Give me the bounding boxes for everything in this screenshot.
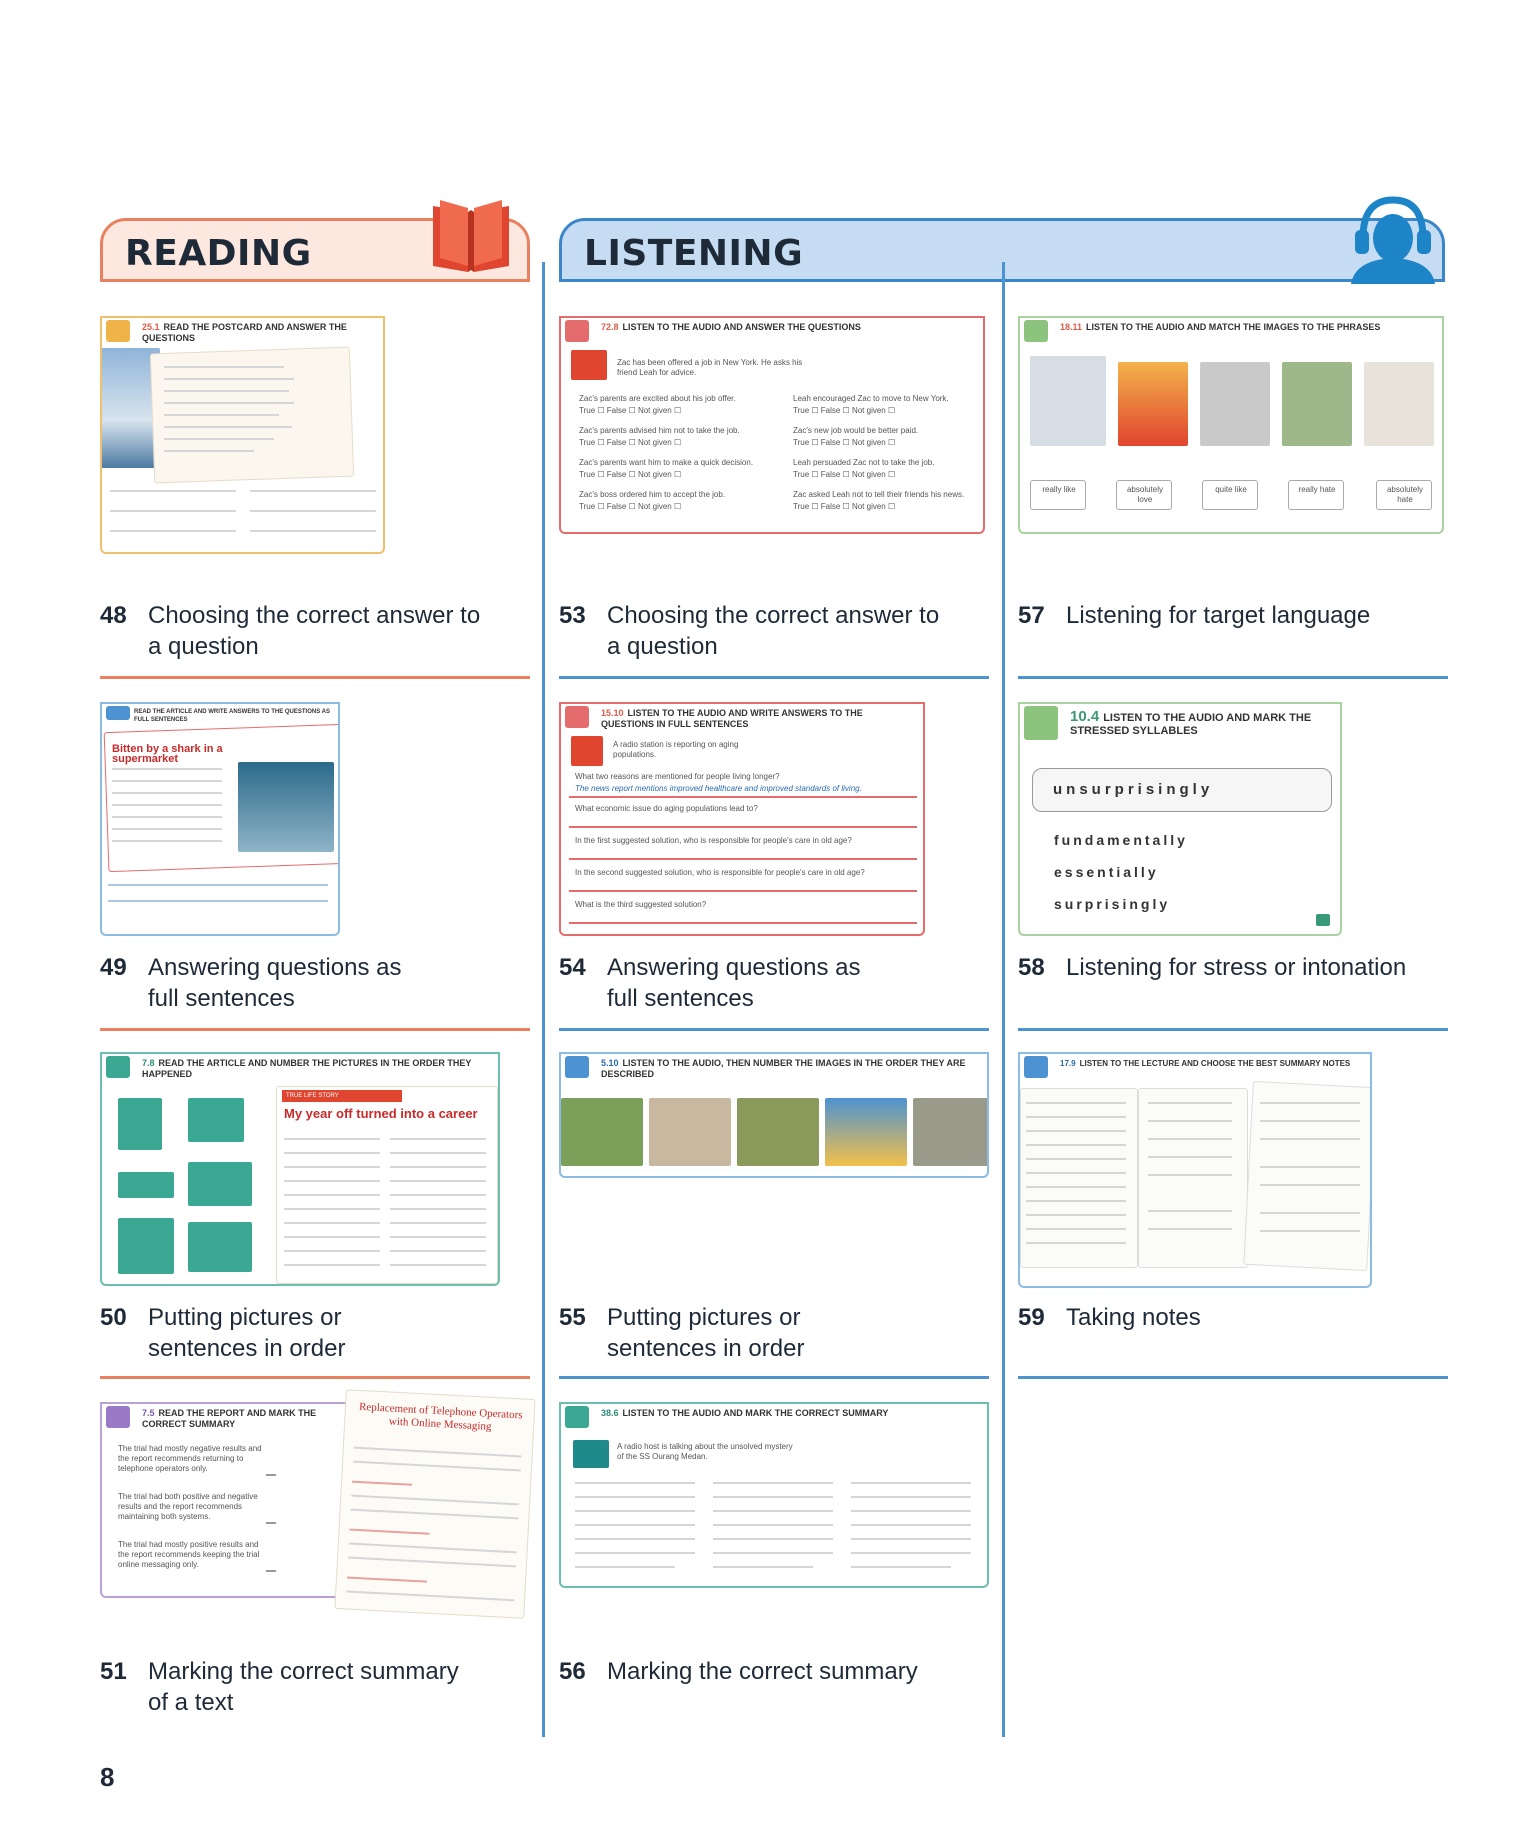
thumbnail-55: 5.10 LISTEN TO THE AUDIO, THEN NUMBER THE IMAGES IN THE ORDER THEY ARE DESCRIBED	[559, 1052, 989, 1178]
dogs-park-image	[561, 1098, 643, 1166]
thumbnail-48: 25.1 READ THE POSTCARD AND ANSWER THE QUESTIONS	[100, 316, 385, 554]
parrot-image	[825, 1098, 907, 1166]
headphones-person-icon	[1345, 194, 1441, 284]
office-desk-icon	[571, 350, 607, 380]
open-book-icon	[430, 196, 512, 272]
listening-title: LISTENING	[584, 233, 804, 274]
divider-reading-listening	[542, 262, 545, 1737]
thumbnail-57: 18.11 LISTEN TO THE AUDIO AND MATCH THE IMAGES TO THE PHRASES really like absolutely love quite like really hate absolutely hate	[1018, 316, 1444, 534]
page-number: 8	[100, 1762, 115, 1792]
graduate-icon	[118, 1098, 162, 1150]
man-reading-image	[649, 1098, 731, 1166]
teacher-icon	[188, 1162, 252, 1206]
thumbnail-49: READ THE ARTICLE AND WRITE ANSWERS TO THE QUESTIONS AS FULL SENTENCES Bitten by a shark in a supermarket	[100, 702, 340, 936]
windsurf-image	[1118, 362, 1188, 446]
thumbnail-51: 7.5 READ THE REPORT AND MARK THE CORRECT SUMMARY The trial had mostly negative results and the report recommends returning to telephone operators only. The trial had both positive and negative results and the report recommends maintaining both systems. The trial had mostly positive results and the report recommends keeping the trial online messaging only.	[100, 1402, 350, 1598]
climbing-image	[1200, 362, 1270, 446]
horse-image	[737, 1098, 819, 1166]
notes-option-1	[1020, 1088, 1138, 1268]
speaker-icon	[1316, 914, 1330, 926]
ship-icon	[573, 1440, 609, 1468]
olive-tree-icon	[188, 1222, 252, 1272]
thumbnail-53: 72.8 LISTEN TO THE AUDIO AND ANSWER THE QUESTIONS Zac has been offered a job in New York. He asks his friend Leah for advice. Zac's parents are excited about his job offer. True ☐ False ☐ Not given ☐ Leah encouraged Zac to move to New York. True ☐ False ☐ Not given ☐ Zac's parents advised him not to take the job. True ☐ False ☐ Not given ☐ Zac's new job would be better paid. True ☐ False ☐ Not given ☐ Zac's parents want him to make a quick decision. True ☐ False ☐ Not given ☐ Leah persuaded Zac not to take the job. True ☐ False ☐ Not given ☐ Zac's boss ordered him to accept the job. True ☐ False ☐ Not given ☐ Zac asked Leah not to tell their friends his news. True ☐ False ☐ Not given ☐	[559, 316, 985, 534]
divider-listening-columns	[1002, 262, 1005, 1737]
tennis-image	[1030, 356, 1106, 446]
thumbnail-56: 38.6 LISTEN TO THE AUDIO AND MARK THE CORRECT SUMMARY A radio host is talking about the unsolved mystery of the SS Ourang Medan.	[559, 1402, 989, 1588]
thumbnail-54: 15.10 LISTEN TO THE AUDIO AND WRITE ANSWERS TO THE QUESTIONS IN FULL SENTENCES A radio station is reporting on aging populations. What two reasons are mentioned for people living longer? The news report mentions improved healthcare and improved standards of living. What economic issue do aging populations lead to? In the first suggested solution, who is responsible for people's care in old age? In the second suggested solution, who is responsible for people's care in old age? What is the third suggested solution?	[559, 702, 925, 936]
report-paper: Replacement of Telephone Operators with Online Messaging	[334, 1389, 535, 1619]
reading-title: READING	[125, 233, 312, 274]
hiking-image	[1282, 362, 1352, 446]
house-icon	[118, 1218, 174, 1274]
thumbnail-59: 17.9 LISTEN TO THE LECTURE AND CHOOSE THE BEST SUMMARY NOTES	[1018, 1052, 1372, 1288]
study-desk-icon	[188, 1098, 244, 1142]
thumbnail-50: 7.8 READ THE ARTICLE AND NUMBER THE PICTURES IN THE ORDER THEY HAPPENED TRUE LIFE STORY My year off turned into a career	[100, 1052, 500, 1286]
shark-photo	[238, 762, 334, 852]
cooking-image	[1364, 362, 1434, 446]
radio-mic-icon	[571, 736, 603, 766]
notes-option-3	[1243, 1081, 1372, 1271]
plane-icon	[118, 1172, 174, 1198]
notes-option-2	[1138, 1088, 1248, 1268]
thumbnail-58: 10.4 LISTEN TO THE AUDIO AND MARK THE STRESSED SYLLABLES unsurprisingly fundamentally essentially surprisingly	[1018, 702, 1342, 936]
snake-image	[913, 1098, 989, 1166]
